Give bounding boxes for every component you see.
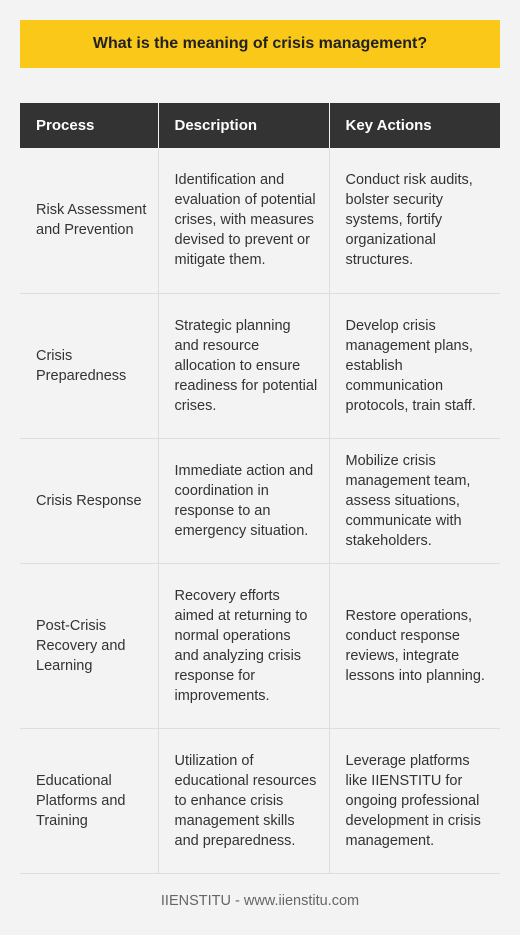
description-text: Strategic planning and resource allocation to ensure readiness for potential crises. (174, 317, 318, 414)
process-text: Educational Platforms and Training (36, 772, 126, 829)
cell-description (158, 563, 329, 728)
cell-key-actions (329, 293, 500, 438)
key-actions-text: Restore operations, conduct response reviews, integrate lessons into planning. (345, 607, 485, 684)
cell-description (158, 438, 329, 563)
description-text: Utilization of educational resources to enhance crisis management skills and preparedness. (174, 752, 317, 849)
cell-key-actions (329, 438, 500, 563)
process-text: Crisis Preparedness (36, 347, 127, 384)
cell-process (20, 148, 158, 293)
table-row (20, 563, 500, 728)
table-row (20, 293, 500, 438)
cell-description (158, 728, 329, 873)
cell-process (20, 293, 158, 438)
column-header-key-actions: Key Actions (329, 103, 500, 148)
process-text: Crisis Response (36, 492, 142, 509)
description-text: Recovery efforts aimed at returning to normal operations and analyzing crisis response for improvements. (174, 587, 308, 704)
cell-process (20, 438, 158, 563)
description-text: Identification and evaluation of potential crises, with measures devised to prevent or mitigate them. (174, 172, 316, 269)
cell-key-actions (329, 728, 500, 873)
table-row (20, 438, 500, 563)
process-text: Post-Crisis Recovery and Learning (36, 617, 126, 674)
page-title: What is the meaning of crisis management? (92, 35, 428, 52)
table-row (20, 728, 500, 873)
column-header-process: Process (20, 103, 158, 148)
cell-process (20, 563, 158, 728)
cell-description (158, 148, 329, 293)
key-actions-text: Develop crisis management plans, establish communication protocols, train staff. (345, 317, 476, 414)
key-actions-text: Mobilize crisis management team, assess situations, communicate with stakeholders. (345, 452, 471, 549)
cell-key-actions (329, 563, 500, 728)
cell-key-actions (329, 148, 500, 293)
table-header-row (20, 103, 500, 148)
process-table (20, 103, 500, 874)
page-title-banner (20, 20, 500, 68)
key-actions-text: Leverage platforms like IIENSTITU for ongoing professional development in crisis management. (345, 752, 481, 849)
key-actions-text: Conduct risk audits, bolster security systems, fortify organizational structures. (345, 172, 473, 269)
column-header-description: Description (158, 103, 329, 148)
process-text: Risk Assessment and Prevention (36, 202, 147, 239)
table-row (20, 148, 500, 293)
cell-process (20, 728, 158, 873)
description-text: Immediate action and coordination in response to an emergency situation. (174, 462, 314, 539)
footer-credit: IIENSTITU - www.iienstitu.com (160, 893, 360, 909)
cell-description (158, 293, 329, 438)
